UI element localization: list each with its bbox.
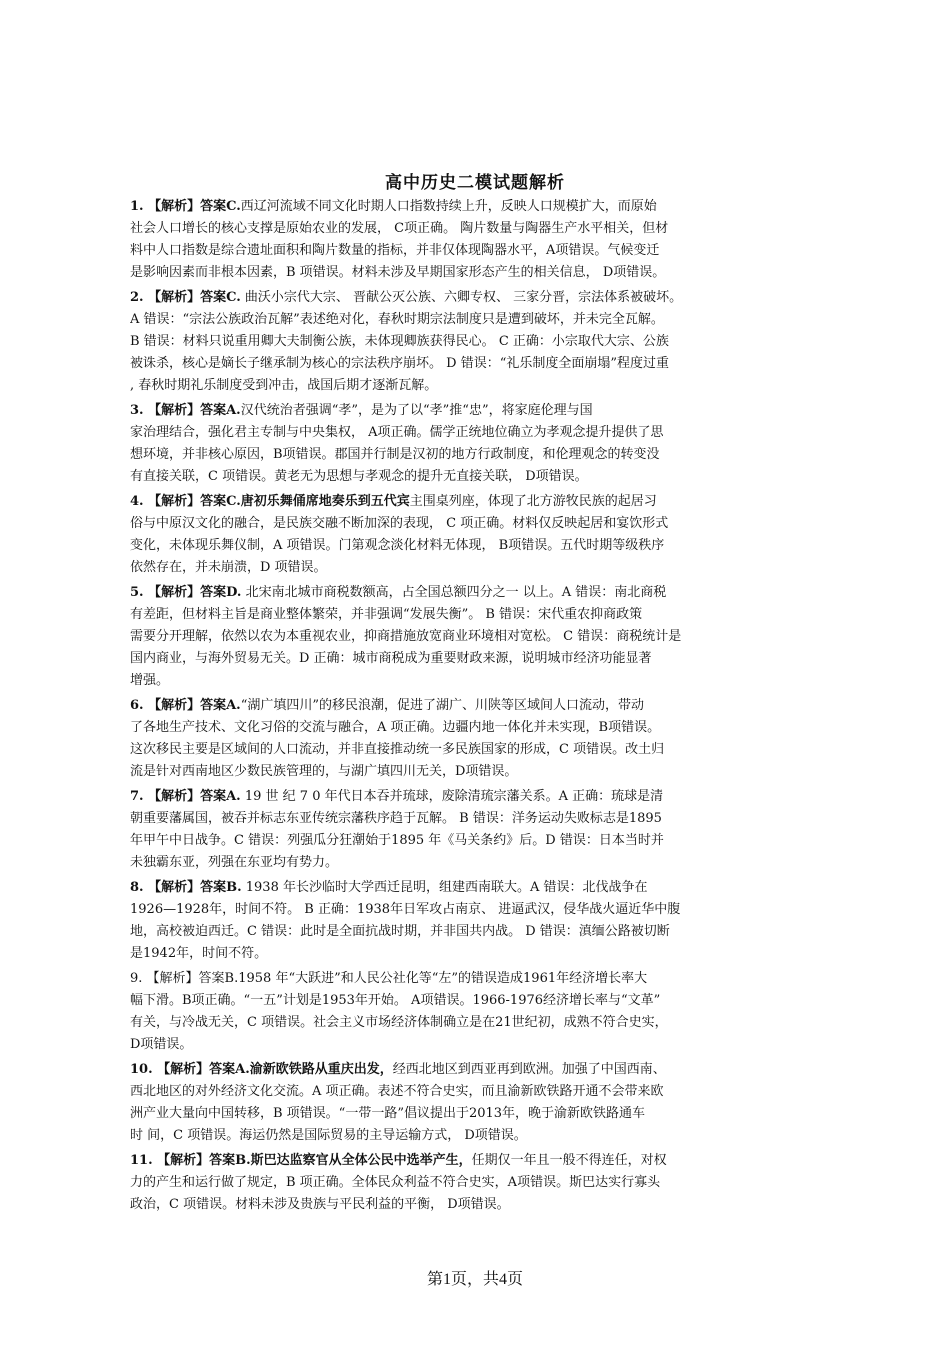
answer-text: 幅下滑。B项正确。“一五”计划是1953年开始。 A项错误。1966-1976经济增长率与“文革” (130, 993, 661, 1008)
answer-label: 3. 【解析】答案A. (130, 403, 241, 418)
answer-text: 需要分开理解，依然以农为本重视农业，抑商措施放宽商业环境相对宽松。 C 错误：商税统计是 (130, 629, 682, 644)
answer-label: 4. 【解析】答案C.唐初乐舞俑席地奏乐到五代宾 (130, 494, 410, 509)
answer-text: B 错误：材料只说重用卿大夫制衡公族，未体现卿族获得民心。 C 正确：小宗取代大宗、公族 (130, 334, 669, 349)
answer-item (130, 1150, 820, 1216)
page-title: 高中历史二模试题解析 (385, 173, 565, 193)
answer-text: 地，高校被迫西迁。C 错误：此时是全面抗战时期，并非国共内战。 D 错误：滇缅公路被切断 (130, 924, 670, 939)
answer-text: 朝重要藩属国，被吞并标志东亚传统宗藩秩序趋于瓦解。 B 错误：洋务运动失败标志是1895 (130, 811, 662, 826)
answer-text: 1938 年长沙临时大学西迁昆明，组建西南联大。A 错误：北伐战争在 (241, 880, 648, 895)
answer-item (130, 582, 820, 692)
answer-text: 西辽河流域不同文化时期人口指数持续上升，反映人口规模扩大，而原始 (240, 199, 657, 214)
answer-text: 依然存在，并未崩溃，D 项错误。 (130, 560, 327, 575)
answer-text: 国内商业，与海外贸易无关。D 正确：城市商税成为重要财政来源，说明城市经济功能显著 (130, 651, 652, 666)
answer-text: 想环境，并非核心原因，B项错误。郡国并行制是汉初的地方行政制度，和伦理观念的转变没 (130, 447, 660, 462)
answer-item (130, 491, 820, 579)
answer-text: 年甲午中日战争。C 错误：列强瓜分狂潮始于1895 年《马关条约》后。D 错误：日本当时并 (130, 833, 664, 848)
answer-text: 时 间，C 项错误。海运仍然是国际贸易的主导运输方式， D项错误。 (130, 1128, 527, 1143)
answer-text: , 春秋时期礼乐制度受到冲击，战国后期才逐渐瓦解。 (130, 378, 438, 393)
answer-text: “湖广填四川”的移民浪潮，促进了湖广、川陕等区域间人口流动，带动 (240, 698, 645, 713)
answer-text: 汉代统治者强调“孝”，是为了以“孝”推“忠”，将家庭伦理与国 (240, 403, 593, 418)
answer-text: 力的产生和运行做了规定，B 项正确。全体民众利益不符合史实，A项错误。斯巴达实行寡头 (130, 1175, 661, 1190)
answer-label: 2. 【解析】答案C. (130, 290, 241, 305)
answer-text: 这次移民主要是区域间的人口流动，并非直接推动统一多民族国家的形成，C 项错误。改土归 (130, 742, 665, 757)
answer-text: 9. 【解析】答案B.1958 年“大跃进”和人民公社化等“左”的错误造成1961年经济增长率大 (130, 971, 648, 986)
answer-item (130, 287, 820, 397)
answer-item (130, 695, 820, 783)
answer-text: 政治，C 项错误。材料未涉及贵族与平民利益的平衡， D项错误。 (130, 1197, 510, 1212)
answer-text: 家治理结合，强化君主专制与中央集权， A项正确。儒学正统地位确立为孝观念提升提供了思 (130, 425, 664, 440)
answer-text: 有直接关联，C 项错误。黄老无为思想与孝观念的提升无直接关联， D项错误。 (130, 469, 588, 484)
answer-item (130, 968, 820, 1056)
answer-text: 曲沃小宗代大宗、 晋献公灭公族、六卿专权、 三家分晋，宗法体系被破坏。 (240, 290, 683, 305)
answer-text: 有关，与冷战无关，C 项错误。社会主义市场经济体制确立是在21世纪初，成熟不符合史实， (130, 1015, 668, 1030)
answer-text: 是1942年，时间不符。 (130, 946, 268, 961)
answer-list (130, 196, 820, 1219)
answer-text: A 错误：“宗法公族政治瓦解”表述绝对化，春秋时期宗法制度只是遭到破坏，并未完全瓦解。 (130, 312, 664, 327)
answer-text: 经西北地区到西亚再到欧洲。加强了中国西南、 (392, 1062, 666, 1077)
answer-text: 未独霸东亚，列强在东亚均有势力。 (130, 855, 339, 870)
answer-text: 俗与中原汉文化的融合，是民族交融不断加深的表现， C 项正确。材料仅反映起居和宴饮形式 (130, 516, 669, 531)
answer-label: 8. 【解析】答案B. (130, 880, 242, 895)
answer-item (130, 196, 820, 284)
answer-text: 任期仅一年且一般不得连任，对权 (471, 1153, 667, 1168)
answer-text: 19 世 纪 7 0 年代日本吞并琉球，废除清琉宗藩关系。A 正确：琉球是清 (240, 789, 664, 804)
answer-label: 6. 【解析】答案A. (130, 698, 241, 713)
answer-label: 10. 【解析】答案A.渝新欧铁路从重庆出发， (130, 1062, 393, 1077)
answer-text: 西北地区的对外经济文化交流。A 项正确。表述不符合史实，而且渝新欧铁路开通不会带来欧 (130, 1084, 664, 1099)
answer-label: 11. 【解析】答案B.斯巴达监察官从全体公民中选举产生， (130, 1153, 472, 1168)
answer-text: 主围桌列座，体现了北方游牧民族的起居习 (409, 494, 657, 509)
answer-item (130, 786, 820, 874)
answer-text: 是影响因素而非根本因素，B 项错误。材料未涉及早期国家形态产生的相关信息， D项错误。 (130, 265, 666, 280)
answer-text: 增强。 (130, 673, 170, 688)
answer-item (130, 877, 820, 965)
answer-text: 料中人口指数是综合遗址面积和陶片数量的指标，并非仅体现陶器水平，A项错误。气候变迁 (130, 243, 660, 258)
answer-item (130, 400, 820, 488)
answer-text: 被诛杀，核心是嫡长子继承制为核心的宗法秩序崩坏。 D 错误：“礼乐制度全面崩塌”程度过重 (130, 356, 669, 371)
answer-text: 流是针对西南地区少数民族管理的，与湖广填四川无关，D项错误。 (130, 764, 518, 779)
page-number: 第1页，共4页 (426, 1271, 523, 1288)
answer-text: D项错误。 (130, 1037, 193, 1052)
answer-label: 7. 【解析】答案A. (130, 789, 241, 804)
answer-text: 有差距，但材料主旨是商业整体繁荣，并非强调“发展失衡”。 B 错误：宋代重农抑商政策 (130, 607, 643, 622)
answer-text: 社会人口增长的核心支撑是原始农业的发展， C项正确。 陶片数量与陶器生产水平相关，但材 (130, 221, 669, 236)
answer-text: 了各地生产技术、文化习俗的交流与融合，A 项正确。边疆内地一体化并未实现，B项错误。 (130, 720, 661, 735)
answer-text: 1926—1928年，时间不符。 B 正确：1938年日军攻占南京、 进逼武汉，侵华战火逼近华中腹 (130, 902, 681, 917)
answer-label: 5. 【解析】答案D. (130, 585, 242, 600)
answer-text: 洲产业大量向中国转移，B 项错误。“一带一路”倡议提出于2013年，晚于渝新欧铁路通车 (130, 1106, 646, 1121)
answer-text: 北宋南北城市商税数额高，占全国总额四分之一 以上。A 错误：南北商税 (241, 585, 667, 600)
answer-item (130, 1059, 820, 1147)
answer-label: 1. 【解析】答案C. (130, 199, 241, 214)
answer-text: 变化，未体现乐舞仪制，A 项错误。门第观念淡化材料无体现， B项错误。五代时期等级秩序 (130, 538, 665, 553)
